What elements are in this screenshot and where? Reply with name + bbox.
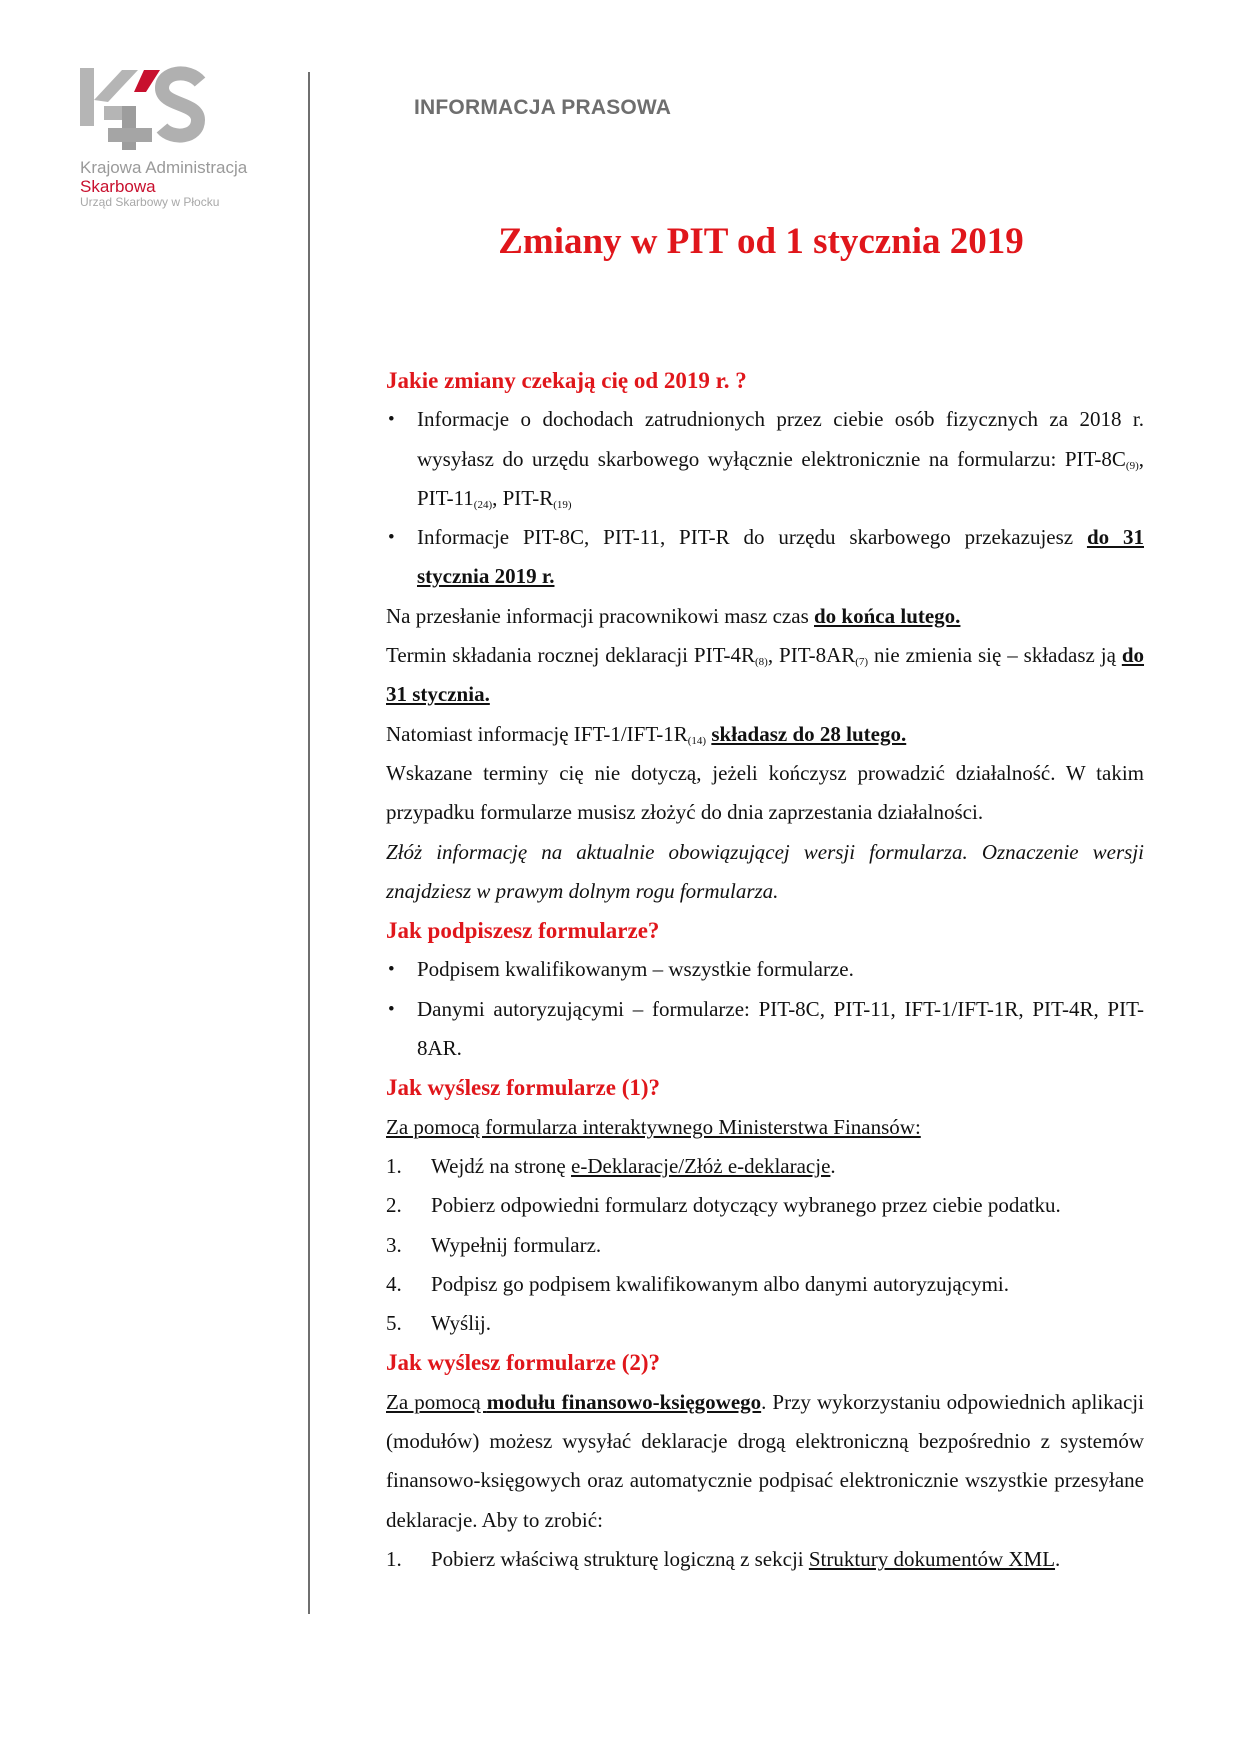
e-deklaracje-link[interactable]: e-Deklaracje/Złóż e-deklaracje	[571, 1153, 831, 1178]
paragraph-text: Natomiast informację	[386, 721, 574, 746]
numbered-item	[386, 1265, 1144, 1304]
section-heading-sending-1: Jak wyślesz formularze (1)?	[386, 1075, 661, 1101]
bullet-item	[386, 400, 1144, 518]
numbered-item	[386, 1186, 1144, 1225]
item-text: .	[1055, 1546, 1061, 1571]
item-text: Pobierz odpowiedni formularz dotyczący wybranego przez ciebie podatku.	[431, 1193, 1061, 1218]
bullet-icon: •	[388, 998, 395, 1020]
form-name: IFT-1/IFT-1R	[573, 721, 688, 746]
bullet-text: Informacje o dochodach zatrudnionych przez ciebie osób fizycznych za 2018 r. wysyłasz do urzędu skarbowego wyłącznie elektronicznie na formularzu:	[417, 407, 1144, 471]
item-number: 2.	[386, 1193, 402, 1218]
form-version: (8)	[755, 656, 768, 669]
bullet-text: Danymi autoryzującymi – formularze: PIT-8C, PIT-11, IFT-1/IFT-1R, PIT-4R, PIT-8AR.	[417, 996, 1144, 1061]
form-name: PIT-4R	[693, 643, 755, 668]
deadline-text: do 31 stycznia.	[386, 643, 1145, 707]
section-intro: Za pomocą formularza interaktywnego Ministerstwa Finansów:	[386, 1114, 921, 1139]
numbered-item	[386, 1147, 1144, 1186]
logo-text-line3: Urząd Skarbowy w Płocku	[80, 195, 220, 210]
item-text: Podpisz go podpisem kwalifikowanym albo danymi autoryzującymi.	[431, 1271, 1009, 1296]
section-heading-signing: Jak podpiszesz formularze?	[386, 918, 660, 944]
paragraph-text: Na przesłanie informacji pracownikowi masz czas	[386, 603, 814, 628]
paragraph-text: nie zmienia się – składasz ją	[868, 643, 1122, 668]
form-name: PIT-11	[417, 485, 474, 510]
bullet-icon: •	[388, 409, 395, 431]
press-release-label: INFORMACJA PRASOWA	[414, 96, 672, 119]
intro-underlined: Za pomocą	[386, 1389, 487, 1414]
logo-text-line2: Skarbowa	[80, 177, 156, 197]
item-text: Wejdź na stronę	[431, 1153, 572, 1178]
form-name: PIT-8AR	[779, 643, 856, 668]
item-text: Pobierz właściwą strukturę logiczną z sekcji	[431, 1546, 809, 1571]
module-link[interactable]: modułu finansowo-księgowego	[486, 1389, 762, 1414]
paragraph	[386, 597, 1144, 636]
deadline-text: do 31 stycznia 2019 r.	[417, 525, 1144, 589]
form-name: PIT-R	[502, 485, 554, 510]
document-title: Zmiany w PIT od 1 stycznia 2019	[498, 221, 1024, 262]
kas-logo-mark	[78, 66, 208, 158]
kas-logo	[78, 66, 258, 216]
paragraph: Wskazane terminy cię nie dotyczą, jeżeli kończysz prowadzić działalność. W takim przypadku formularze musisz złożyć do dnia zaprzestania działalności.	[386, 760, 1144, 825]
deadline-text: do końca lutego.	[814, 603, 961, 628]
numbered-item	[386, 1304, 1144, 1343]
xml-structures-link[interactable]: Struktury dokumentów XML	[808, 1546, 1056, 1571]
item-number: 5.	[386, 1311, 402, 1336]
item-text: .	[830, 1153, 836, 1178]
logo-text-line1: Krajowa Administracja	[80, 158, 248, 177]
bullet-text: Informacje PIT-8C, PIT-11, PIT-R do urzędu skarbowego przekazujesz	[417, 525, 1087, 550]
separator: ,	[767, 643, 780, 668]
paragraph-text: . Przy wykorzystaniu odpowiednich aplikacji (modułów) możesz wysyłać deklaracje drogą elektroniczną bezpośrednio z systemów finansowo-księgowych oraz automatycznie podpisać elektronicznie wszystkie przesyłane deklaracje. Aby to zrobić:	[386, 1389, 1144, 1532]
italic-note: Złóż informację na aktualnie obowiązującej wersji formularza. Oznaczenie wersji znajdziesz w prawym dolnym rogu formularza.	[386, 839, 1144, 903]
bullet-text: Podpisem kwalifikowanym – wszystkie formularze.	[417, 957, 854, 982]
bullet-item	[386, 990, 1144, 1069]
bullet-icon: •	[388, 959, 395, 981]
item-number: 1.	[386, 1153, 402, 1178]
separator: ,	[1138, 446, 1144, 471]
numbered-item	[386, 1540, 1144, 1579]
deadline-text: składasz do 28 lutego.	[711, 721, 907, 746]
numbered-item	[386, 1226, 1144, 1265]
bullet-item	[386, 950, 1144, 989]
separator: ,	[492, 485, 503, 510]
item-text: Wypełnij formularz.	[431, 1232, 602, 1257]
bullet-item	[386, 518, 1144, 597]
form-version: (9)	[1125, 459, 1139, 472]
item-number: 3.	[386, 1232, 402, 1257]
document-body	[386, 361, 1144, 1579]
form-version: (14)	[687, 734, 707, 747]
item-number: 1.	[386, 1546, 402, 1571]
form-version: (24)	[473, 498, 493, 511]
section-heading-sending-2: Jak wyślesz formularze (2)?	[386, 1350, 661, 1376]
paragraph	[386, 636, 1144, 715]
form-version: (19)	[553, 498, 572, 511]
form-version: (7)	[855, 656, 869, 669]
form-name: PIT-8C	[1064, 446, 1126, 471]
vertical-divider	[308, 72, 310, 1614]
paragraph	[386, 1383, 1144, 1540]
bullet-icon: •	[388, 527, 395, 549]
paragraph	[386, 715, 1144, 754]
item-number: 4.	[386, 1271, 402, 1296]
paragraph-text: Termin składania rocznej deklaracji	[386, 643, 694, 668]
section-heading-changes: Jakie zmiany czekają cię od 2019 r. ?	[386, 368, 747, 393]
item-text: Wyślij.	[431, 1311, 491, 1336]
